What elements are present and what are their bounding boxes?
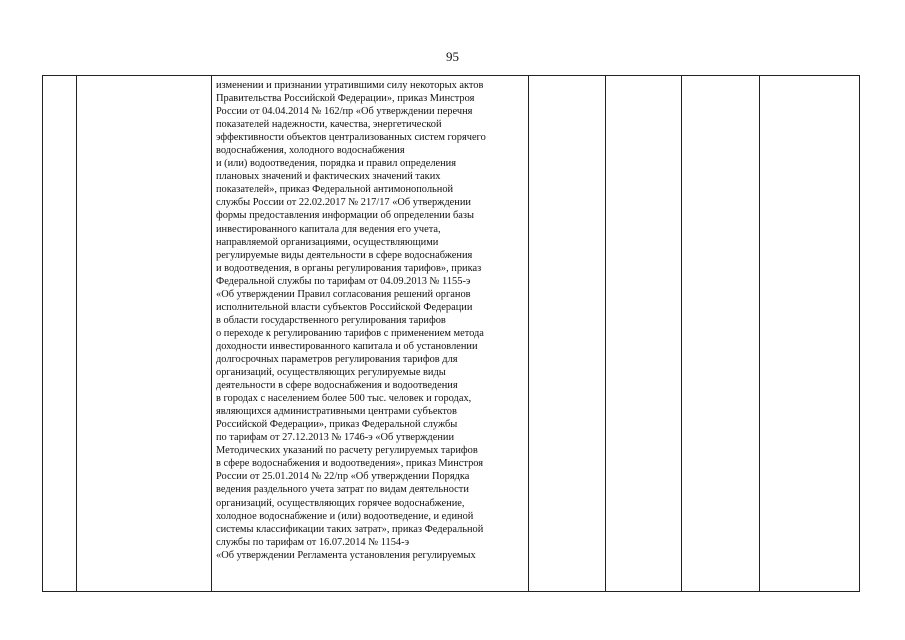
text-line: Методических указаний по расчету регулируемых тарифов — [216, 445, 478, 457]
text-line: по тарифам от 27.12.2013 № 1746-э «Об утверждении — [216, 432, 455, 444]
text-line: «Об утверждении Правил согласования решений органов — [216, 288, 471, 300]
text-line: России от 04.04.2014 № 162/пр «Об утверждении перечня — [216, 106, 473, 118]
text-line: эффективности объектов централизованных систем горячего — [216, 132, 486, 144]
text-line: в сфере водоснабжения и водоотведения», приказ Минстроя — [216, 458, 484, 470]
text-line: в городах с населением более 500 тыс. человек и городах, — [216, 393, 472, 405]
text-line: показателей надежности, качества, энергетической — [216, 119, 442, 131]
text-line: изменении и признании утратившими силу некоторых актов — [216, 80, 484, 91]
text-line: России от 25.01.2014 № 22/пр «Об утверждении Порядка — [216, 471, 470, 483]
table-cell-col7 — [760, 76, 860, 592]
text-line: долгосрочных параметров регулирования тарифов для — [216, 353, 458, 365]
text-line: Правительства Российской Федерации», приказ Минстроя — [216, 93, 475, 105]
document-table — [42, 75, 860, 592]
text-line: системы классификации таких затрат», приказ Федеральной — [216, 523, 484, 535]
text-line: деятельности в сфере водоснабжения и водоотведения — [216, 380, 458, 392]
text-line: службы России от 22.02.2017 № 217/17 «Об утверждении — [216, 197, 471, 209]
table-cell-col1 — [43, 76, 77, 592]
page-number: 95 — [446, 49, 459, 64]
text-line: регулируемые виды деятельности в сфере водоснабжения — [216, 249, 473, 261]
legal-acts-text — [212, 76, 528, 562]
text-line: в области государственного регулирования тарифов — [216, 314, 446, 326]
text-line: о переходе к регулированию тарифов с применением метода — [216, 327, 484, 339]
text-line: формы предоставления информации об определении базы — [216, 210, 474, 222]
text-line: ведения раздельного учета затрат по видам деятельности — [216, 484, 469, 496]
table-cell-col6 — [682, 76, 760, 592]
text-line: инвестированного капитала для ведения его учета, — [216, 223, 441, 235]
text-line: службы по тарифам от 16.07.2014 № 1154-э — [216, 536, 410, 548]
table-cell-col4 — [529, 76, 606, 592]
text-line: холодное водоснабжение и (или) водоотведение, и единой — [216, 510, 474, 522]
text-line: исполнительной власти субъектов Российской Федерации — [216, 301, 473, 313]
text-line: плановых значений и фактических значений таких — [216, 171, 441, 183]
table-cell-col5 — [606, 76, 682, 592]
table-cell-col2 — [77, 76, 212, 592]
text-line: водоснабжения, холодного водоснабжения — [216, 145, 405, 157]
table-cell-col3 — [212, 76, 529, 592]
text-line: Российской Федерации», приказ Федеральной службы — [216, 419, 458, 431]
table-row — [43, 76, 860, 592]
text-line: и водоотведения, в органы регулирования тарифов», приказ — [216, 262, 482, 274]
text-line: и (или) водоотведения, порядка и правил определения — [216, 158, 457, 170]
text-line: «Об утверждении Регламента установления регулируемых — [216, 549, 476, 561]
text-line: доходности инвестированного капитала и об установлении — [216, 340, 478, 352]
text-line: направляемой организациями, осуществляющими — [216, 236, 439, 248]
text-line: организаций, осуществляющих регулируемые виды — [216, 367, 446, 379]
text-line: являющихся административными центрами субъектов — [216, 406, 457, 418]
text-line: показателей», приказ Федеральной антимонопольной — [216, 184, 454, 196]
text-line: Федеральной службы по тарифам от 04.09.2013 № 1155-э — [216, 275, 471, 287]
text-line: организаций, осуществляющих горячее водоснабжение, — [216, 497, 465, 509]
